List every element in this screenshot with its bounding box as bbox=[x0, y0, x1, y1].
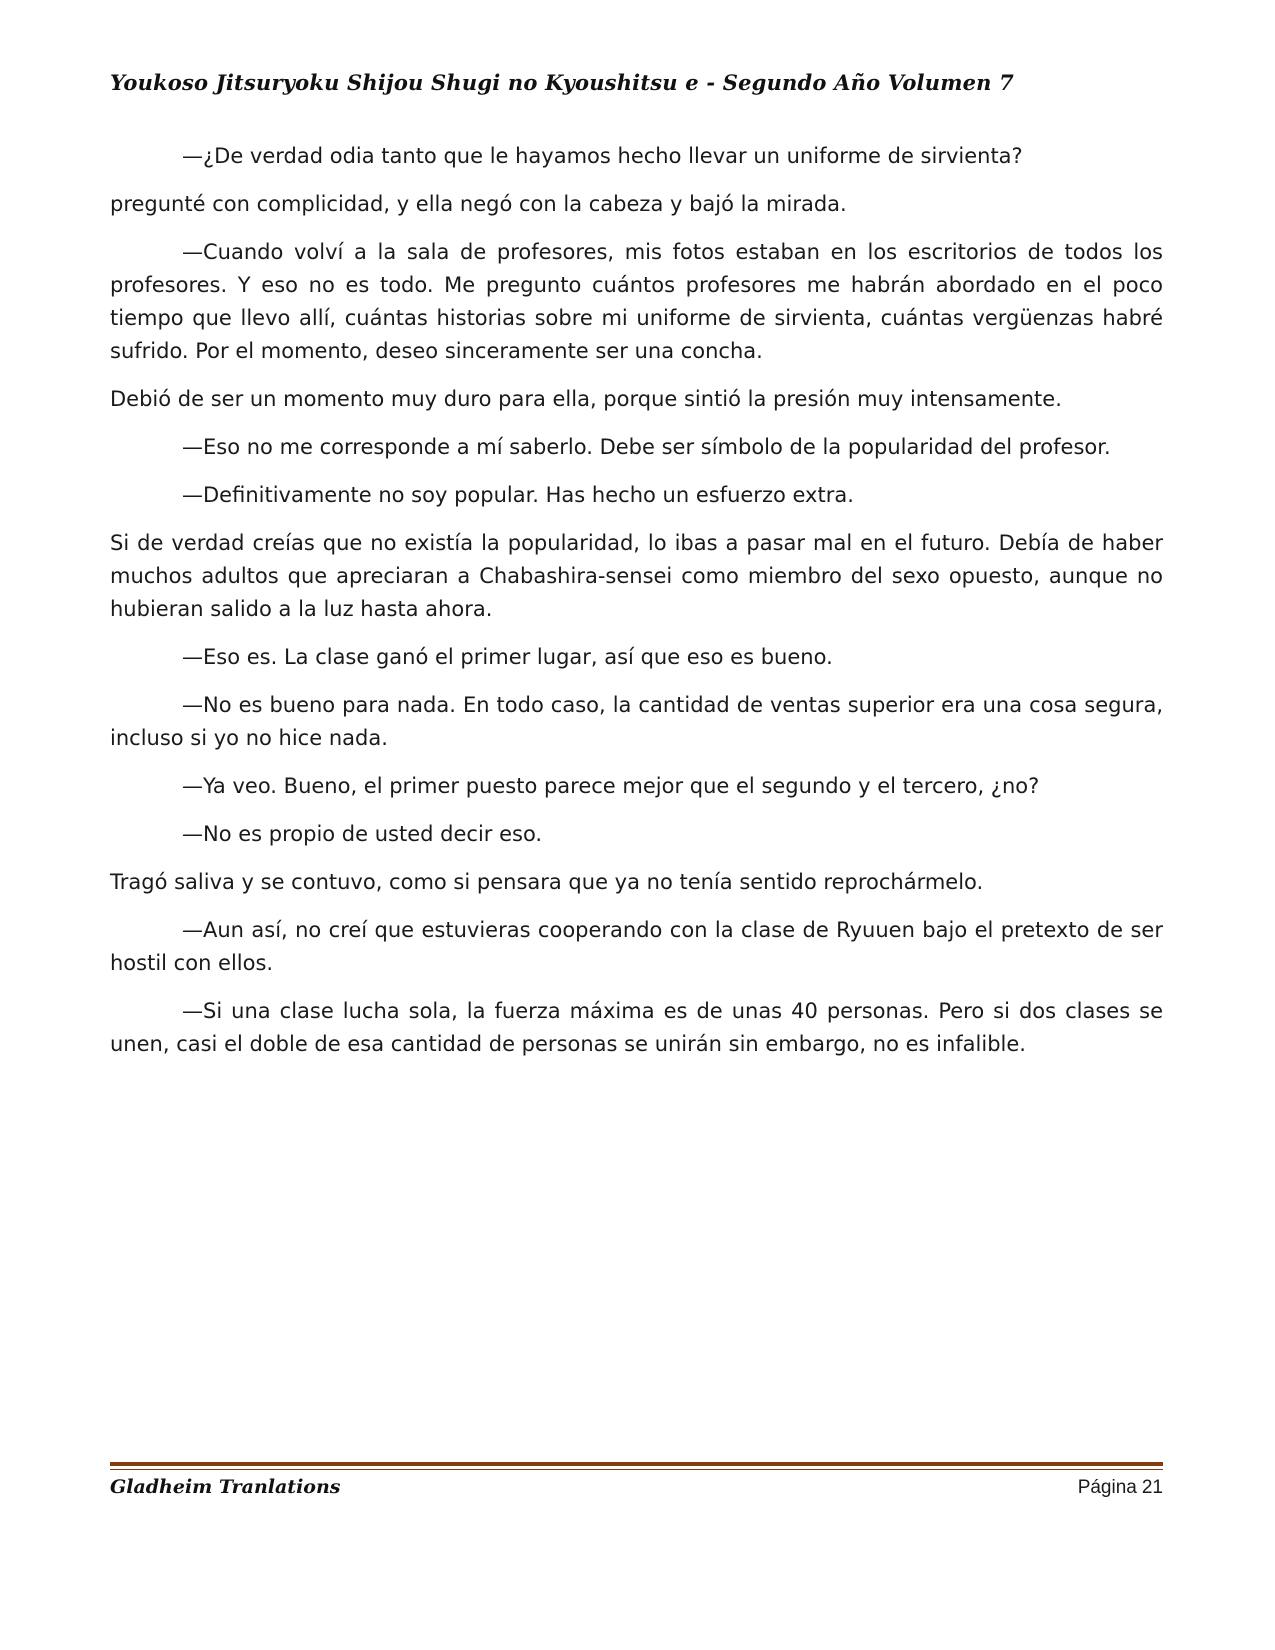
paragraph: —Cuando volví a la sala de profesores, mis fotos estaban en los escritorios de todos los profesores. Y eso no es todo. Me pregunto cuántos profesores me habrán abordado en el poco tiempo que llevo allí, cuántas historias sobre mi uniforme de sirvienta, cuántas vergüenzas habré sufrido. Por el momento, deseo sinceramente ser una concha. bbox=[110, 240, 1163, 363]
page-footer bbox=[110, 1462, 1163, 1499]
footer-translator-name: Gladheim Tranlations bbox=[110, 1476, 341, 1498]
paragraph: —Si una clase lucha sola, la fuerza máxima es de unas 40 personas. Pero si dos clases se unen, casi el doble de esa cantidad de personas se unirán sin embargo, no es infalible. bbox=[110, 999, 1163, 1056]
paragraph: Tragó saliva y se contuvo, como si pensara que ya no tenía sentido reprochármelo. bbox=[110, 870, 984, 894]
paragraph: —Aun así, no creí que estuvieras cooperando con la clase de Ryuuen bajo el pretexto de ser hostil con ellos. bbox=[110, 918, 1163, 975]
paragraph: —Ya veo. Bueno, el primer puesto parece mejor que el segundo y el tercero, ¿no? bbox=[182, 774, 1040, 798]
footer-row bbox=[110, 1476, 1163, 1499]
footer-divider bbox=[110, 1462, 1163, 1470]
paragraph: —Eso no me corresponde a mí saberlo. Debe ser símbolo de la popularidad del profesor. bbox=[182, 435, 1111, 459]
paragraph: —Eso es. La clase ganó el primer lugar, así que eso es bueno. bbox=[182, 645, 833, 669]
paragraph: Si de verdad creías que no existía la popularidad, lo ibas a pasar mal en el futuro. Debía de haber muchos adultos que apreciaran a Chabashira-sensei como miembro del sexo opuesto, aunque no hubieran salido a la luz hasta ahora. bbox=[110, 531, 1163, 621]
footer-page-number: 21 bbox=[1141, 1477, 1163, 1498]
footer-page-label: Página bbox=[1077, 1477, 1137, 1498]
paragraph: pregunté con complicidad, y ella negó con la cabeza y bajó la mirada. bbox=[110, 192, 847, 216]
page-header-title: Youkoso Jitsuryoku Shijou Shugi no Kyoushitsu e - Segundo Año Volumen 7 bbox=[110, 70, 1014, 95]
paragraph: —No es bueno para nada. En todo caso, la cantidad de ventas superior era una cosa segura, incluso si yo no hice nada. bbox=[110, 693, 1163, 750]
paragraph: —¿De verdad odia tanto que le hayamos hecho llevar un uniforme de sirvienta? bbox=[182, 144, 1023, 168]
paragraph: Debió de ser un momento muy duro para ella, porque sintió la presión muy intensamente. bbox=[110, 387, 1062, 411]
footer-page-indicator bbox=[1078, 1477, 1163, 1499]
body-paragraphs bbox=[110, 140, 1163, 1076]
paragraph: —Definitivamente no soy popular. Has hecho un esfuerzo extra. bbox=[182, 483, 854, 507]
paragraph: —No es propio de usted decir eso. bbox=[182, 822, 543, 846]
